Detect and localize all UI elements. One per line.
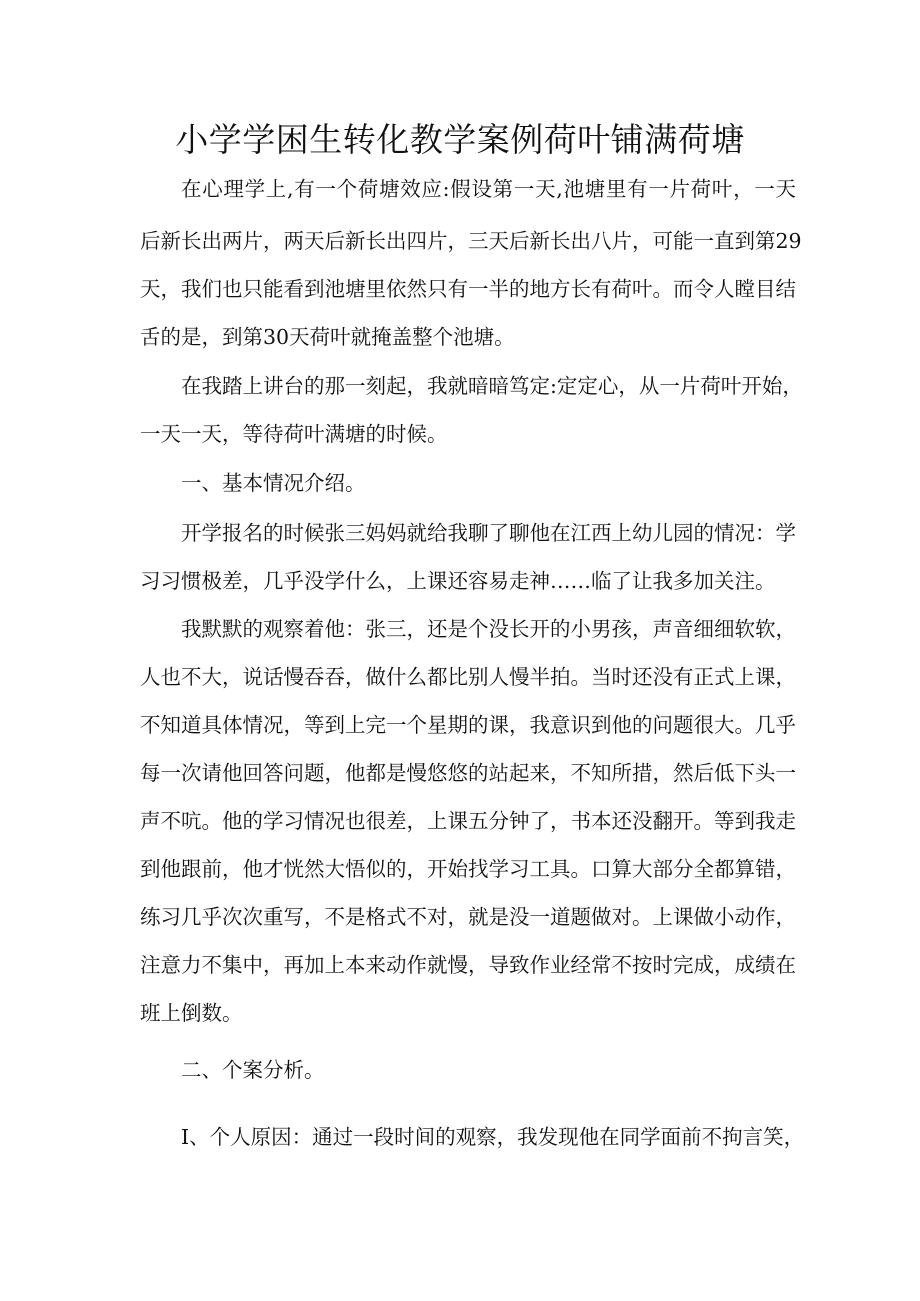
paragraph-4-line-9: 班上倒数。 — [140, 1001, 243, 1025]
paragraph-1-line-2: 后新长出两片，两天后新长出四片，三天后新长出八片，可能一直到第29 — [140, 229, 802, 253]
section-heading-1: 一、基本情况介绍。 — [181, 471, 366, 495]
paragraph-4-line-3: 不知道具体情况，等到上完一个星期的课，我意识到他的问题很大。几乎 — [140, 713, 796, 737]
paragraph-4-line-6: 到他跟前，他才恍然大悟似的，开始找学习工具。口算大部分全都算错， — [140, 857, 796, 881]
paragraph-2-line-1: 在我踏上讲台的那一刻起，我就暗暗笃定:定定心，从一片荷叶开始， — [181, 374, 803, 398]
paragraph-4-line-4: 每一次请他回答问题，他都是慢悠悠的站起来，不知所措，然后低下头一 — [140, 761, 796, 785]
paragraph-1-line-3: 天，我们也只能看到池塘里依然只有一半的地方长有荷叶。而令人瞠目结 — [140, 277, 796, 301]
paragraph-4-line-8: 注意力不集中，再加上本来动作就慢，导致作业经常不按时完成，成绩在 — [140, 953, 796, 977]
section-heading-2: 二、个案分析。 — [181, 1058, 325, 1082]
paragraph-1-line-1: 在心理学上,有一个荷塘效应:假设第一天,池塘里有一片荷叶，一天 — [181, 177, 796, 201]
paragraph-1-line-4: 舌的是，到第30天荷叶就掩盖整个池塘。 — [140, 325, 515, 349]
document-title: 小学学困生转化教学案例荷叶铺满荷塘 — [175, 120, 745, 159]
paragraph-4-line-5: 声不吭。他的学习情况也很差，上课五分钟了，书本还没翻开。等到我走 — [140, 809, 796, 833]
paragraph-3-line-1: 开学报名的时候张三妈妈就给我聊了聊他在江西上幼儿园的情况：学 — [181, 521, 796, 545]
paragraph-4-line-2: 人也不大，说话慢吞吞，做什么都比别人慢半拍。当时还没有正式上课， — [140, 665, 796, 689]
paragraph-3-line-2: 习习惯极差，几乎没学什么，上课还容易走神……临了让我多加关注。 — [140, 569, 776, 593]
paragraph-5-line-1: I、个人原因：通过一段时间的观察，我发现他在同学面前不拘言笑， — [181, 1125, 805, 1149]
paragraph-4-line-7: 练习几乎次次重写，不是格式不对，就是没一道题做对。上课做小动作， — [140, 905, 796, 929]
paragraph-4-line-1: 我默默的观察着他：张三，还是个没长开的小男孩，声音细细软软， — [181, 617, 796, 641]
paragraph-2-line-2: 一天一天，等待荷叶满塘的时候。 — [140, 422, 448, 446]
